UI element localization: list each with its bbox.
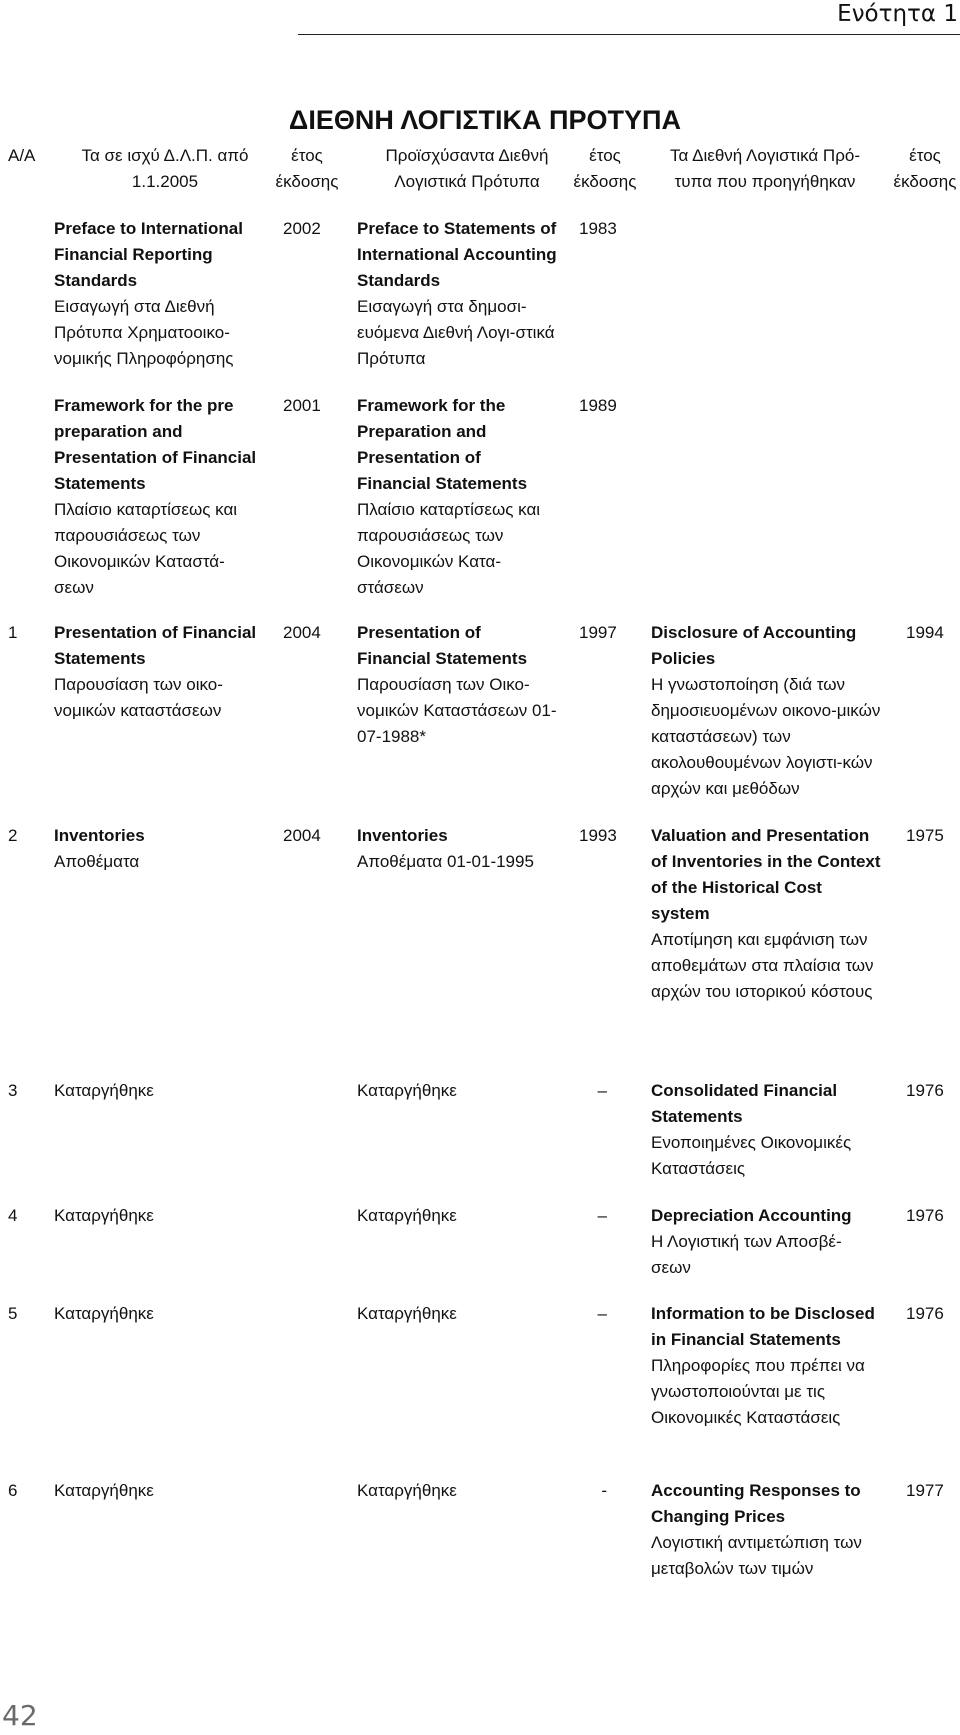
prior-standard xyxy=(357,393,557,601)
previous-standard-gr: Πληροφορίες που πρέπει να γνωστοποιούνται με τις Οικονομικές Καταστάσεις xyxy=(651,1356,865,1427)
current-standard-en: Inventories xyxy=(54,826,145,845)
row-number: 6 xyxy=(8,1481,18,1500)
header-year2-line1: έτος xyxy=(589,146,621,165)
previous-standard xyxy=(651,1478,881,1582)
current-standard xyxy=(54,823,259,875)
issue-year: 2004 xyxy=(283,623,321,642)
header-year2 xyxy=(560,143,650,195)
previous-standard-en: Consolidated Financial Statements xyxy=(651,1081,838,1126)
prior-year: 1997 xyxy=(579,623,617,642)
prior-standard-status: Καταργήθηκε xyxy=(357,1206,457,1225)
current-standard-status: Καταργήθηκε xyxy=(54,1206,154,1225)
prior-standard-gr: Παρουσίαση των Οικο-νομικών Καταστάσεων 01-07-1988* xyxy=(357,675,557,746)
current-standard xyxy=(54,620,259,724)
previous-standard-en: Depreciation Accounting xyxy=(651,1206,852,1225)
header-aa: Α/Α xyxy=(8,146,36,165)
header-year1-line1: έτος xyxy=(291,146,323,165)
current-standard xyxy=(54,216,259,372)
prior-standard-en: Inventories xyxy=(357,826,448,845)
previous-year: 1976 xyxy=(906,1081,944,1100)
page-number: 42 xyxy=(2,1699,38,1732)
header-prior-line1: Προϊσχύσαντα Διεθνή xyxy=(385,146,549,165)
prior-standard xyxy=(357,1478,557,1504)
prior-year: – xyxy=(597,1304,607,1323)
prior-standard-en: Presentation of Financial Statements xyxy=(357,623,528,668)
page-title: ΔΙΕΘΝΗ ΛΟΓΙΣΤΙΚΑ ΠΡΟΤΥΠΑ xyxy=(288,105,682,135)
header-year3-line1: έτος xyxy=(909,146,941,165)
current-standard-status: Καταργήθηκε xyxy=(54,1481,154,1500)
prior-standard-status: Καταργήθηκε xyxy=(357,1481,457,1500)
previous-year: 1994 xyxy=(906,623,944,642)
prior-standard-en: Preface to Statements of International Accounting Standards xyxy=(357,219,557,290)
prior-standard-status: Καταργήθηκε xyxy=(357,1081,457,1100)
header-previous-line1: Τα Διεθνή Λογιστικά Πρό- xyxy=(669,146,860,165)
previous-standard-gr: Αποτίμηση και εμφάνιση των αποθεμάτων στα πλαίσια των αρχών του ιστορικού κόστους xyxy=(651,930,874,1001)
header-year1-line2: έκδοσης xyxy=(275,172,339,191)
row-number: 3 xyxy=(8,1081,18,1100)
header-year3 xyxy=(890,143,960,195)
prior-year: – xyxy=(597,1081,607,1100)
previous-standard xyxy=(651,620,881,802)
issue-year: 2004 xyxy=(283,826,321,845)
header-previous-line2: τυπα που προηγήθηκαν xyxy=(674,172,856,191)
current-standard-en: Framework for the pre preparation and Presentation of Financial Statements xyxy=(54,396,257,493)
header-current-line2: 1.1.2005 xyxy=(131,172,199,191)
header-year2-line2: έκδοσης xyxy=(573,172,637,191)
prior-standard-en: Framework for the Preparation and Presentation of Financial Statements xyxy=(357,396,528,493)
previous-year: 1977 xyxy=(906,1481,944,1500)
current-standard-status: Καταργήθηκε xyxy=(54,1304,154,1323)
current-standard-gr: Εισαγωγή στα Διεθνή Πρότυπα Χρηματοοικο-νομικής Πληροφόρησης xyxy=(54,297,234,368)
previous-standard-gr: Ενοποιημένες Οικονομικές Καταστάσεις xyxy=(651,1133,852,1178)
row-number: 1 xyxy=(8,623,18,642)
current-standard xyxy=(54,1203,259,1229)
prior-year: 1989 xyxy=(579,396,617,415)
section-header: Ενότητα 1 xyxy=(298,0,960,35)
current-standard xyxy=(54,393,259,601)
prior-year: 1983 xyxy=(579,219,617,238)
prior-standard-gr: Εισαγωγή στα δημοσι-ευόμενα Διεθνή Λογι-στικά Πρότυπα xyxy=(357,297,555,368)
current-standard xyxy=(54,1301,259,1327)
current-standard-gr: Παρουσίαση των οικο-νομικών καταστάσεων xyxy=(54,675,223,720)
previous-standard xyxy=(651,1203,881,1281)
prior-standard-gr: Αποθέματα 01-01-1995 xyxy=(357,852,534,871)
prior-year: - xyxy=(601,1481,607,1500)
previous-standard-gr: Λογιστική αντιμετώπιση των μεταβολών των τιμών xyxy=(651,1533,862,1578)
previous-standard-en: Information to be Disclosed in Financial Statements xyxy=(651,1304,875,1349)
row-number: 5 xyxy=(8,1304,18,1323)
previous-standard xyxy=(651,1301,881,1431)
current-standard xyxy=(54,1078,259,1104)
row-number: 2 xyxy=(8,826,18,845)
prior-year: – xyxy=(597,1206,607,1225)
header-prior xyxy=(357,143,577,195)
prior-standard xyxy=(357,216,557,372)
current-standard-status: Καταργήθηκε xyxy=(54,1081,154,1100)
header-year1 xyxy=(262,143,352,195)
header-year3-line2: έκδοσης xyxy=(893,172,957,191)
previous-year: 1976 xyxy=(906,1206,944,1225)
issue-year: 2002 xyxy=(283,219,321,238)
previous-standard-gr: Η γνωστοποίηση (διά των δημοσιευομένων οικονο-μικών καταστάσεων) των ακολουθουμένων λογιστι-κών αρχών και μεθόδων xyxy=(651,675,881,798)
prior-standard xyxy=(357,1078,557,1104)
previous-standard-en: Disclosure of Accounting Policies xyxy=(651,623,857,668)
issue-year: 2001 xyxy=(283,396,321,415)
current-standard-gr: Πλαίσιο καταρτίσεως και παρουσιάσεως των Οικονομικών Καταστά-σεων xyxy=(54,500,238,597)
current-standard-en: Preface to International Financial Reporting Standards xyxy=(54,219,243,290)
prior-standard xyxy=(357,823,557,875)
current-standard-gr: Αποθέματα xyxy=(54,852,140,871)
previous-year: 1976 xyxy=(906,1304,944,1323)
row-number: 4 xyxy=(8,1206,18,1225)
prior-standard xyxy=(357,620,557,750)
prior-standard-gr: Πλαίσιο καταρτίσεως και παρουσιάσεως των Οικονομικών Κατα-στάσεων xyxy=(357,500,541,597)
previous-year: 1975 xyxy=(906,826,944,845)
header-current xyxy=(60,143,270,195)
prior-standard xyxy=(357,1301,557,1327)
header-current-line1: Τα σε ισχύ Δ.Λ.Π. από xyxy=(81,146,249,165)
header-prior-line2: Λογιστικά Πρότυπα xyxy=(394,172,540,191)
prior-standard-status: Καταργήθηκε xyxy=(357,1304,457,1323)
previous-standard-en: Accounting Responses to Changing Prices xyxy=(651,1481,861,1526)
prior-year: 1993 xyxy=(579,826,617,845)
previous-standard xyxy=(651,1078,881,1182)
previous-standard-en: Valuation and Presentation of Inventories in the Context of the Historical Cost system xyxy=(651,826,881,923)
previous-standard-gr: Η Λογιστική των Αποσβέ-σεων xyxy=(651,1232,842,1277)
current-standard xyxy=(54,1478,259,1504)
previous-standard xyxy=(651,823,881,1005)
prior-standard xyxy=(357,1203,557,1229)
current-standard-en: Presentation of Financial Statements xyxy=(54,623,257,668)
header-previous xyxy=(640,143,890,195)
